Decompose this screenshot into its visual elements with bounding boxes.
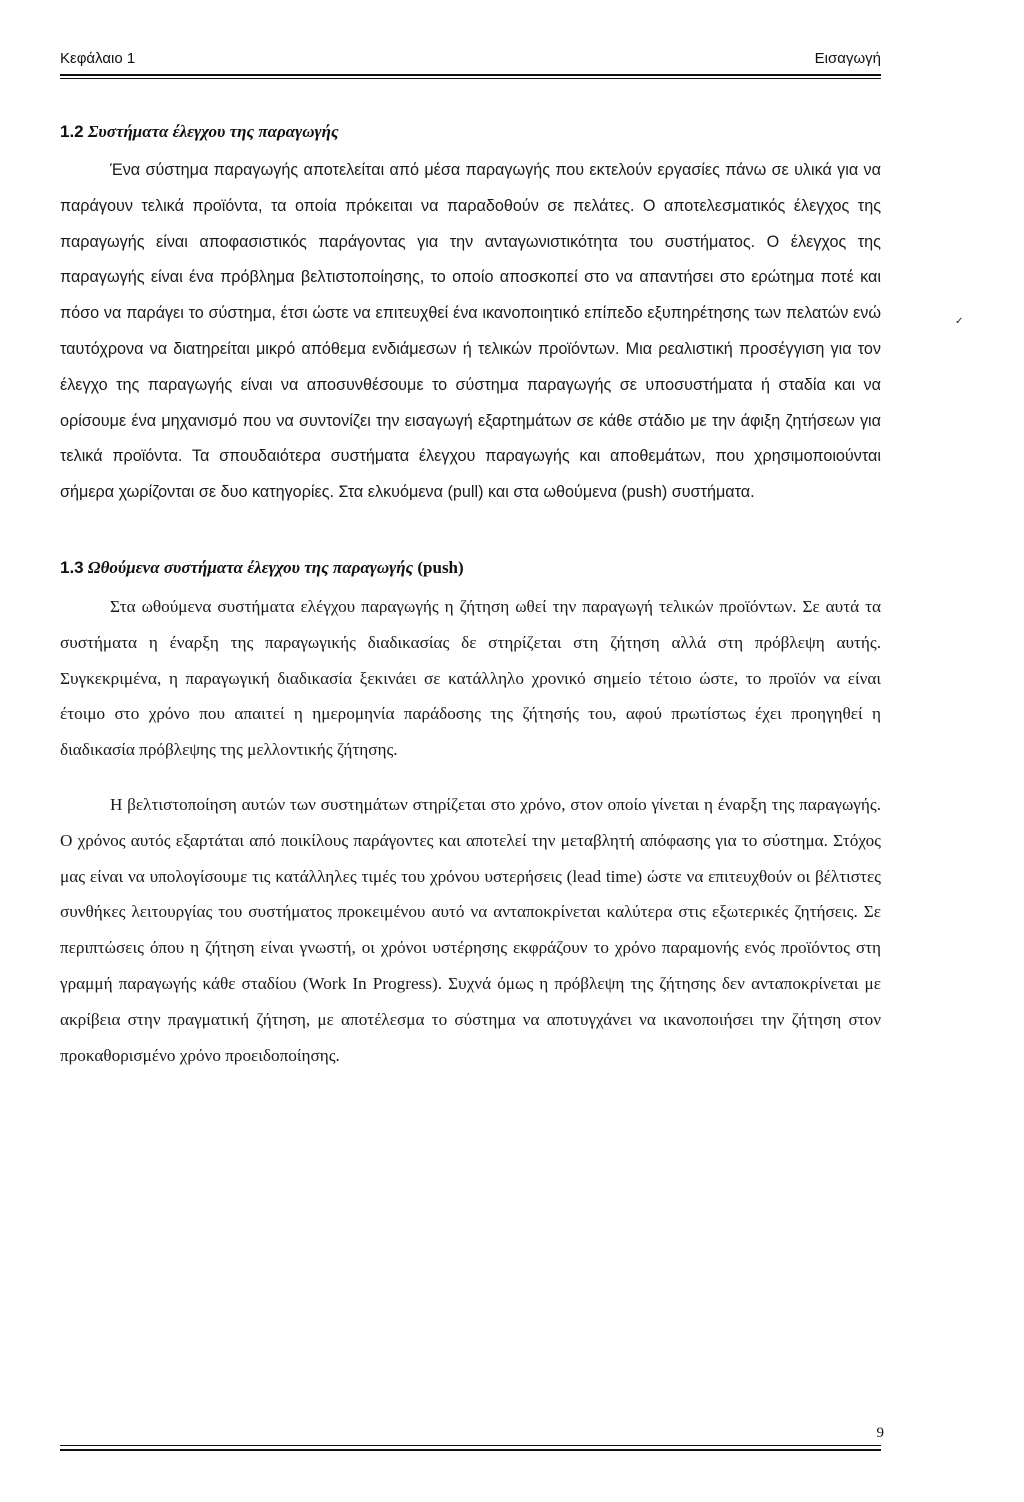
section-number: 1.2 <box>60 122 84 141</box>
paragraph-1-3-a: Στα ωθούμενα συστήματα ελέγχου παραγωγής η ζήτηση ωθεί την παραγωγή τελικών προϊόντων. Σε αυτά τα συστήματα η έναρξη της παραγωγικής διαδικασίας δε στηρίζεται στη ζήτηση αλλά στη πρόβλεψη αυτής. Συγκεκριμένα, η παραγωγική διαδικασία ξεκινάει σε κατάλληλο χρονικό σημείο τέτοιο ώστε, το προϊόν να είναι έτοιμο στο χρόνο που απαιτεί η ημερομηνία παράδοσης της ζήτησής του, αφού πρωτίστως έχει προηγηθεί η διαδικασία πρόβλεψης της μελλοντικής ζήτησης. <box>60 596 881 760</box>
running-header <box>60 50 881 70</box>
header-rule-thin <box>60 78 881 79</box>
section-title: Συστήματα έλεγχου της παραγωγής <box>87 122 339 141</box>
header-rule-thick <box>60 74 881 76</box>
main-content <box>60 120 881 1073</box>
section-number: 1.3 <box>60 557 84 577</box>
header-chapter: Κεφάλαιο 1 <box>60 50 136 67</box>
footer-rule-thin <box>60 1445 881 1446</box>
header-section: Εισαγωγή <box>814 50 881 67</box>
section-heading-1-2 <box>60 120 881 144</box>
section-heading-1-3 <box>60 556 881 580</box>
section-title: Ωθούμενα συστήματα έλεγχου της παραγωγής <box>87 557 414 577</box>
margin-mark: ✓ <box>955 316 964 327</box>
section-title-tag: (push) <box>417 557 464 577</box>
paragraph-1-2: Ένα σύστημα παραγωγής αποτελείται από μέσα παραγωγής που εκτελούν εργασίες πάνω σε υλικά για να παράγουν τελικά προϊόντα, τα οποία πρόκειται να παραδοθούν σε πελάτες. Ο αποτελεσματικός έλεγχος της παραγωγής είναι αποφασιστικός παράγοντας για την ανταγωνιστικότητα του συστήματος. Ο έλεγχος της παραγωγής είναι ένα πρόβλημα βελτιστοποίησης, το οποίο αποσκοπεί στο να απαντήσει στο ερώτημα ποτέ και πόσο να παράγει το σύστημα, έτσι ώστε να επιτευχθεί ένα ικανοποιητικό επίπεδο εξυπηρέτησης των πελατών ενώ ταυτόχρονα να διατηρείται μικρό απόθεμα ενδιάμεσων ή τελικών προϊόντων. Μια ρεαλιστική προσέγγιση για τον έλεγχο της παραγωγής είναι να αποσυνθέσουμε το σύστημα παραγωγής σε υποσυστήματα ή σταδία και να ορίσουμε ένα μηχανισμό που να συντονίζει την εισαγωγή εξαρτημάτων σε κάθε στάδιο με την άφιξη ζητήσεων για τελικά προϊόντα. Τα σπουδαιότερα συστήματα έλεγχου παραγωγής και αποθεμάτων, που χρησιμοποιούνται σήμερα χωρίζονται σε δυο κατηγορίες. Στα ελκυόμενα (pull) και στα ωθούμενα (push) συστήματα. <box>60 161 881 502</box>
paragraph-1-3-b: Η βελτιστοποίηση αυτών των συστημάτων στηρίζεται στο χρόνο, στον οποίο γίνεται η έναρξη της παραγωγής. Ο χρόνος αυτός εξαρτάται από ποικίλους παράγοντες και αποτελεί την μεταβλητή απόφασης για το σύστημα. Στόχος μας είναι να υπολογίσουμε τις κατάλληλες τιμές του χρόνου υστερήσεις (lead time) ώστε να επιτευχθούν οι βέλτιστες συνθήκες λειτουργίας του συστήματος προκειμένου αυτό να ανταποκρίνεται καλύτερα στις εξωτερικές ζητήσεις. Σε περιπτώσεις όπου η ζήτηση είναι γνωστή, οι χρόνοι υστέρησης εκφράζουν το χρόνο παραμονής ενός προϊόντος στη γραμμή παραγωγής κάθε σταδίου (Work In Progress). Συχνά όμως η πρόβλεψη της ζήτησης δεν ανταποκρίνεται με ακρίβεια στην πραγματική ζήτηση, με αποτέλεσμα το σύστημα να αποτυγχάνει να ικανοποιήσει την ζήτηση στον προκαθορισμένο χρόνο προειδοποίησης. <box>60 794 881 1065</box>
page-number: 9 <box>876 1425 884 1441</box>
footer-rule-thick <box>60 1449 881 1451</box>
